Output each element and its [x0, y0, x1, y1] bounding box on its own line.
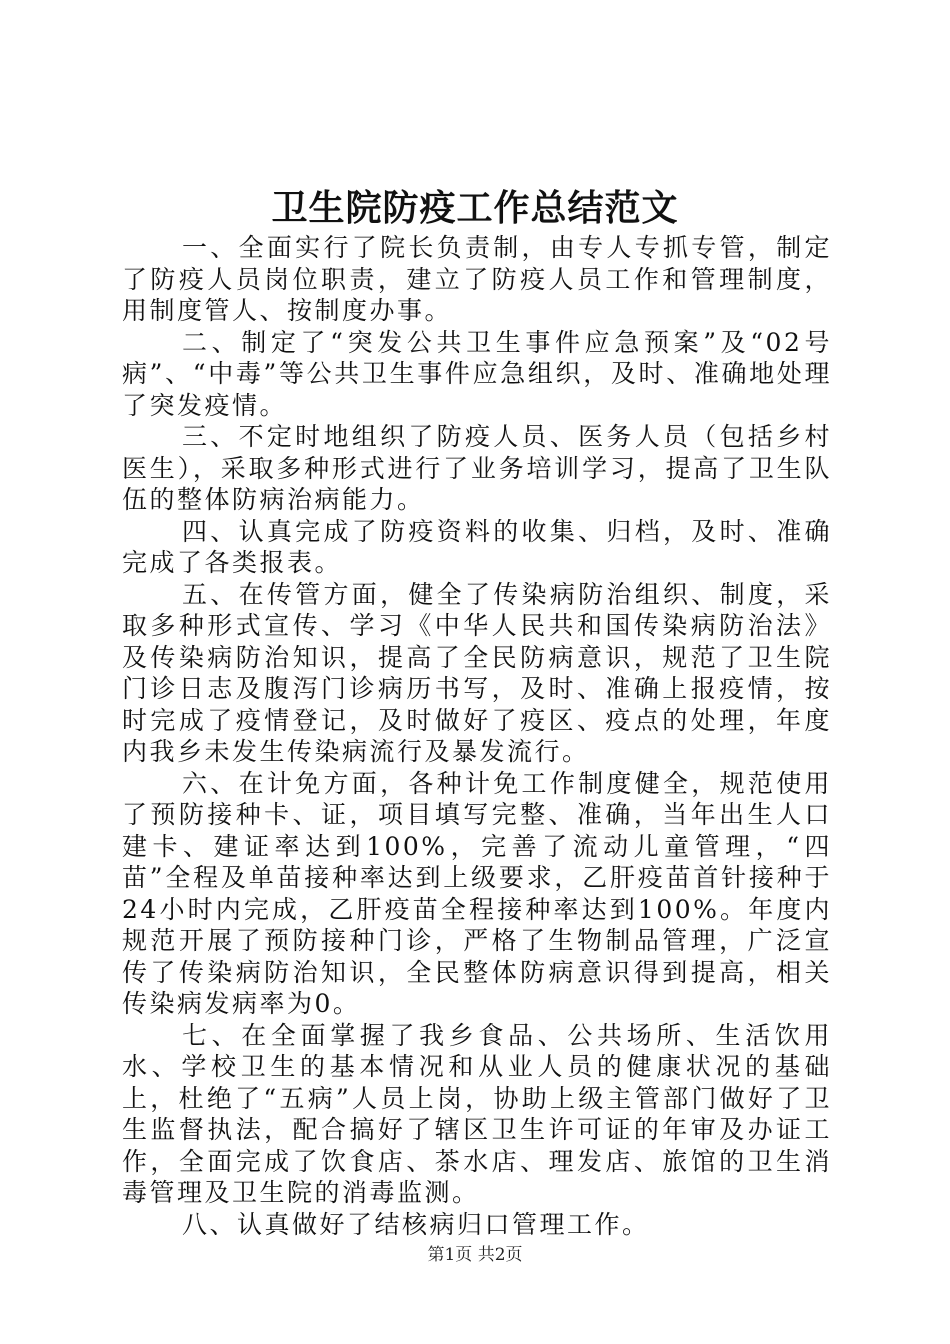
paragraph-5: 五、在传管方面，健全了传染病防治组织、制度，采取多种形式宣传、学习《中华人民共和国传染病防治法》及传染病防治知识，提高了全民防病意识，规范了卫生院门诊日志及腹泻门诊病历书写，及时、准确上报疫情，按时完成了疫情登记，及时做好了疫区、疫点的处理，年度内我乡未发生传染病流行及暴发流行。	[122, 579, 832, 766]
paragraph-7: 七、在全面掌握了我乡食品、公共场所、生活饮用水、学校卫生的基本情况和从业人员的健康状况的基础上，杜绝了“五病”人员上岗，协助上级主管部门做好了卫生监督执法，配合搞好了辖区卫生许可证的年审及办证工作，全面完成了饮食店、茶水店、理发店、旅馆的卫生消毒管理及卫生院的消毒监测。	[122, 1020, 832, 1207]
paragraph-2: 二、制定了“突发公共卫生事件应急预案”及“02号病”、“中毒”等公共卫生事件应急组织，及时、准确地处理了突发疫情。	[122, 327, 832, 420]
document-title: 卫生院防疫工作总结范文	[271, 187, 679, 229]
document-body	[122, 232, 832, 1240]
page-number-footer: 第1页 共2页	[427, 1245, 523, 1265]
paragraph-3: 三、不定时地组织了防疫人员、医务人员（包括乡村医生），采取多种形式进行了业务培训学习，提高了卫生队伍的整体防病治病能力。	[122, 422, 832, 514]
paragraph-6: 六、在计免方面，各种计免工作制度健全，规范使用了预防接种卡、证，项目填写完整、准确，当年出生人口建卡、建证率达到100%，完善了流动儿童管理，“四苗”全程及单苗接种率达到上级要求，乙肝疫苗首针接种于24小时内完成，乙肝疫苗全程接种率达到100%。年度内规范开展了预防接种门诊，严格了生物制品管理，广泛宣传了传染病防治知识，全民整体防病意识得到提高，相关传染病发病率为0。	[122, 768, 832, 1018]
paragraph-8: 八、认真做好了结核病归口管理工作。	[182, 1209, 650, 1239]
paragraph-4: 四、认真完成了防疫资料的收集、归档，及时、准确完成了各类报表。	[122, 516, 832, 577]
paragraph-1: 一、全面实行了院长负责制，由专人专抓专管，制定了防疫人员岗位职责，建立了防疫人员工作和管理制度，用制度管人、按制度办事。	[122, 233, 832, 325]
